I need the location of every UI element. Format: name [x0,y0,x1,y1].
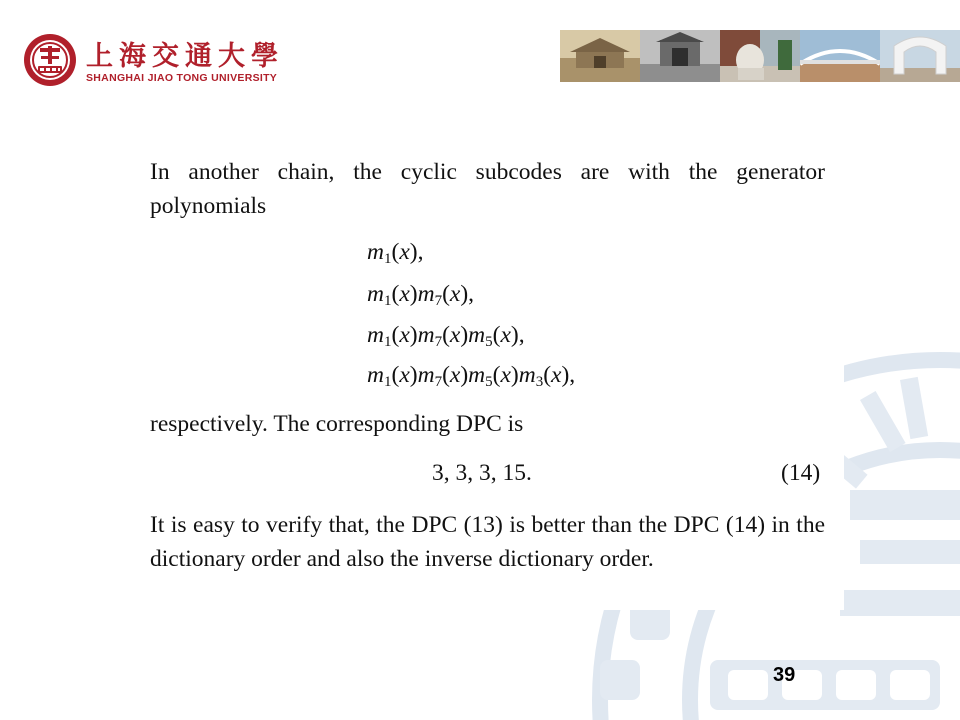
dpc-equation: 3, 3, 3, 15. [432,460,532,486]
campus-photo-gate [640,30,720,82]
polynomial-line-1: $m_1(x)$, [367,239,424,267]
middle-paragraph: respectively. The corresponding DPC is [150,411,524,437]
polynomial-line-3: $m_1(x)m_7(x)m_5(x)$, [367,322,525,350]
polynomial-line-4: $m_1(x)m_7(x)m_5(x)m_3(x)$, [367,362,576,390]
university-name-english: SHANGHAI JIAO TONG UNIVERSITY [86,72,278,84]
polynomial-line-2: $m_1(x)m_7(x)$, [367,281,475,309]
content-panel [141,153,844,610]
campus-photo-bridge [800,30,880,82]
slide-header [0,0,960,110]
campus-photo-strip [560,30,960,82]
equation-number: (14) [781,460,821,486]
campus-photo-arch [880,30,960,82]
university-logo [22,32,282,92]
intro-paragraph: In another chain, the cyclic subcodes are with the generator polynomials [150,159,825,219]
page-number: 39 [773,664,796,686]
campus-photo-lion-statue [720,30,800,82]
university-seal-icon [22,32,78,88]
conclusion-paragraph: It is easy to verify that, the DPC (13) is better than the DPC (14) in the dictionary order and also the inverse dictionary order. [150,512,825,572]
campus-photo-old-building [560,30,640,82]
university-name-chinese: 上海交通大學 [86,41,284,72]
